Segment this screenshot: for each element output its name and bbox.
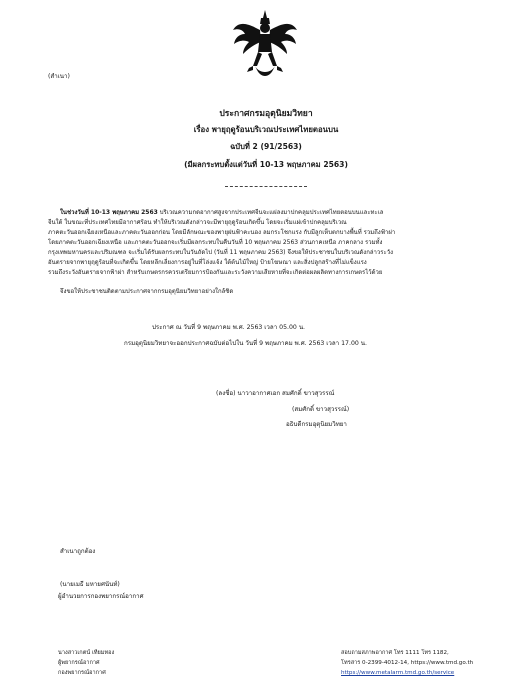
footer-right xyxy=(341,649,473,677)
paragraph-line: รวมถึงระวังอันตรายจากฟ้าผ่า สำหรับเกษตรกรควรเตรียมการป้องกันและระวังความเสียหายที่จะเกิดต่อผลผลิตทางการเกษตรไว้ด้วย xyxy=(48,269,383,276)
footer-left-line: กองพยากรณ์อากาศ xyxy=(58,670,106,676)
body-paragraph-2: จึงขอให้ประชาชนติดตามประกาศจากกรมอุตุนิยมวิทยาอย่างใกล้ชิด xyxy=(60,288,234,295)
header-divider xyxy=(225,186,307,187)
document-issue: ฉบับที่ 2 (91/2563) xyxy=(230,142,302,151)
paragraph-line: โดยภาคตะวันออกเฉียงเหนือ และภาคตะวันออกจะเริ่มมีผลกระทบในคืนวันที่ 10 พฤษภาคม 2563 ส่วนภาคเหนือ ภาคกลาง รวมทั้ง xyxy=(48,239,383,246)
next-announce: กรมอุตุนิยมวิทยาจะออกประกาศฉบับต่อไปใน วันที่ 9 พฤษภาคม พ.ศ. 2563 เวลา 17.00 น. xyxy=(124,340,367,347)
paragraph-line: บริเวณความกดอากาศสูงจากประเทศจีนจะแผ่ลงมาปกคลุมประเทศไทยตอนบนและทะเล xyxy=(157,209,384,216)
document-effective: (มีผลกระทบตั้งแต่วันที่ 10-13 พฤษภาคม 2563) xyxy=(184,160,348,169)
paragraph-lead: ในช่วงวันที่ 10-13 พฤษภาคม 2563 xyxy=(60,209,158,216)
signature-position: อธิบดีกรมอุตุนิยมวิทยา xyxy=(286,421,347,428)
body-paragraph-1 xyxy=(48,208,480,278)
footer-right-line: สอบถามสภาพอากาศ โทร 1111 โทร 1182, xyxy=(341,650,449,656)
certify-label: สำเนาถูกต้อง xyxy=(60,548,96,555)
announce-date: ประกาศ ณ วันที่ 9 พฤษภาคม พ.ศ. 2563 เวลา 05.00 น. xyxy=(152,324,306,331)
certify-position: ผู้อำนวยการกองพยากรณ์อากาศ xyxy=(58,593,144,600)
paragraph-line: จีนใต้ ในขณะที่ประเทศไทยมีอากาศร้อน ทำให้บริเวณดังกล่าวจะมีพายุฤดูร้อนเกิดขึ้น โดยจะเริ่มแผ่เข้าปกคลุมบริเวณ xyxy=(48,219,347,226)
footer-left-line: ผู้พยากรณ์อากาศ xyxy=(58,660,100,666)
paragraph-line: กรุงเทพมหานครและปริมณฑล จะเริ่มได้รับผลกระทบในวันถัดไป (วันที่ 11 พฤษภาคม 2563) จึงขอให้ประชาชนในบริเวณดังกล่าวระวัง xyxy=(48,249,394,256)
footer-left-line: นางสาวเกตน์ เทียมทอง xyxy=(58,650,115,656)
document-title: ประกาศกรมอุตุนิยมวิทยา xyxy=(219,109,313,119)
paragraph-line: ภาคตะวันออกเฉียงเหนือและภาคตะวันออกก่อน โดยมีลักษณะของพายุฝนฟ้าคะนอง ลมกระโชกแรง กับมีลูกเห็บตกบางพื้นที่ รวมถึงฟ้าผ่า xyxy=(48,229,396,236)
copy-label: (สำเนา) xyxy=(48,73,70,80)
footer-left xyxy=(58,649,114,677)
footer-right-line: โทรสาร 0-2399-4012-14, https://www.tmd.go.th xyxy=(341,660,474,666)
paragraph-line: อันตรายจากพายุฤดูร้อนที่จะเกิดขึ้น โดยหลีกเลี่ยงการอยู่ในที่โล่งแจ้ง ใต้ต้นไม้ใหญ่ ป้ายโฆษณา และสิ่งปลูกสร้างที่ไม่แข็งแรง xyxy=(48,259,367,266)
garuda-emblem xyxy=(231,8,299,82)
document-subject: เรื่อง พายุฤดูร้อนบริเวณประเทศไทยตอนบน xyxy=(193,125,339,134)
service-link[interactable]: https://www.metalarm.tmd.go.th/service xyxy=(341,670,455,676)
certify-name: (นายเมธี มหายศนันท์) xyxy=(60,581,120,588)
signature-name: (สมศักดิ์ ขาวสุวรรณ์) xyxy=(292,406,350,413)
signature-signed: (ลงชื่อ) นาวาอากาศเอก สมศักดิ์ ขาวสุวรรณ์ xyxy=(216,390,335,397)
